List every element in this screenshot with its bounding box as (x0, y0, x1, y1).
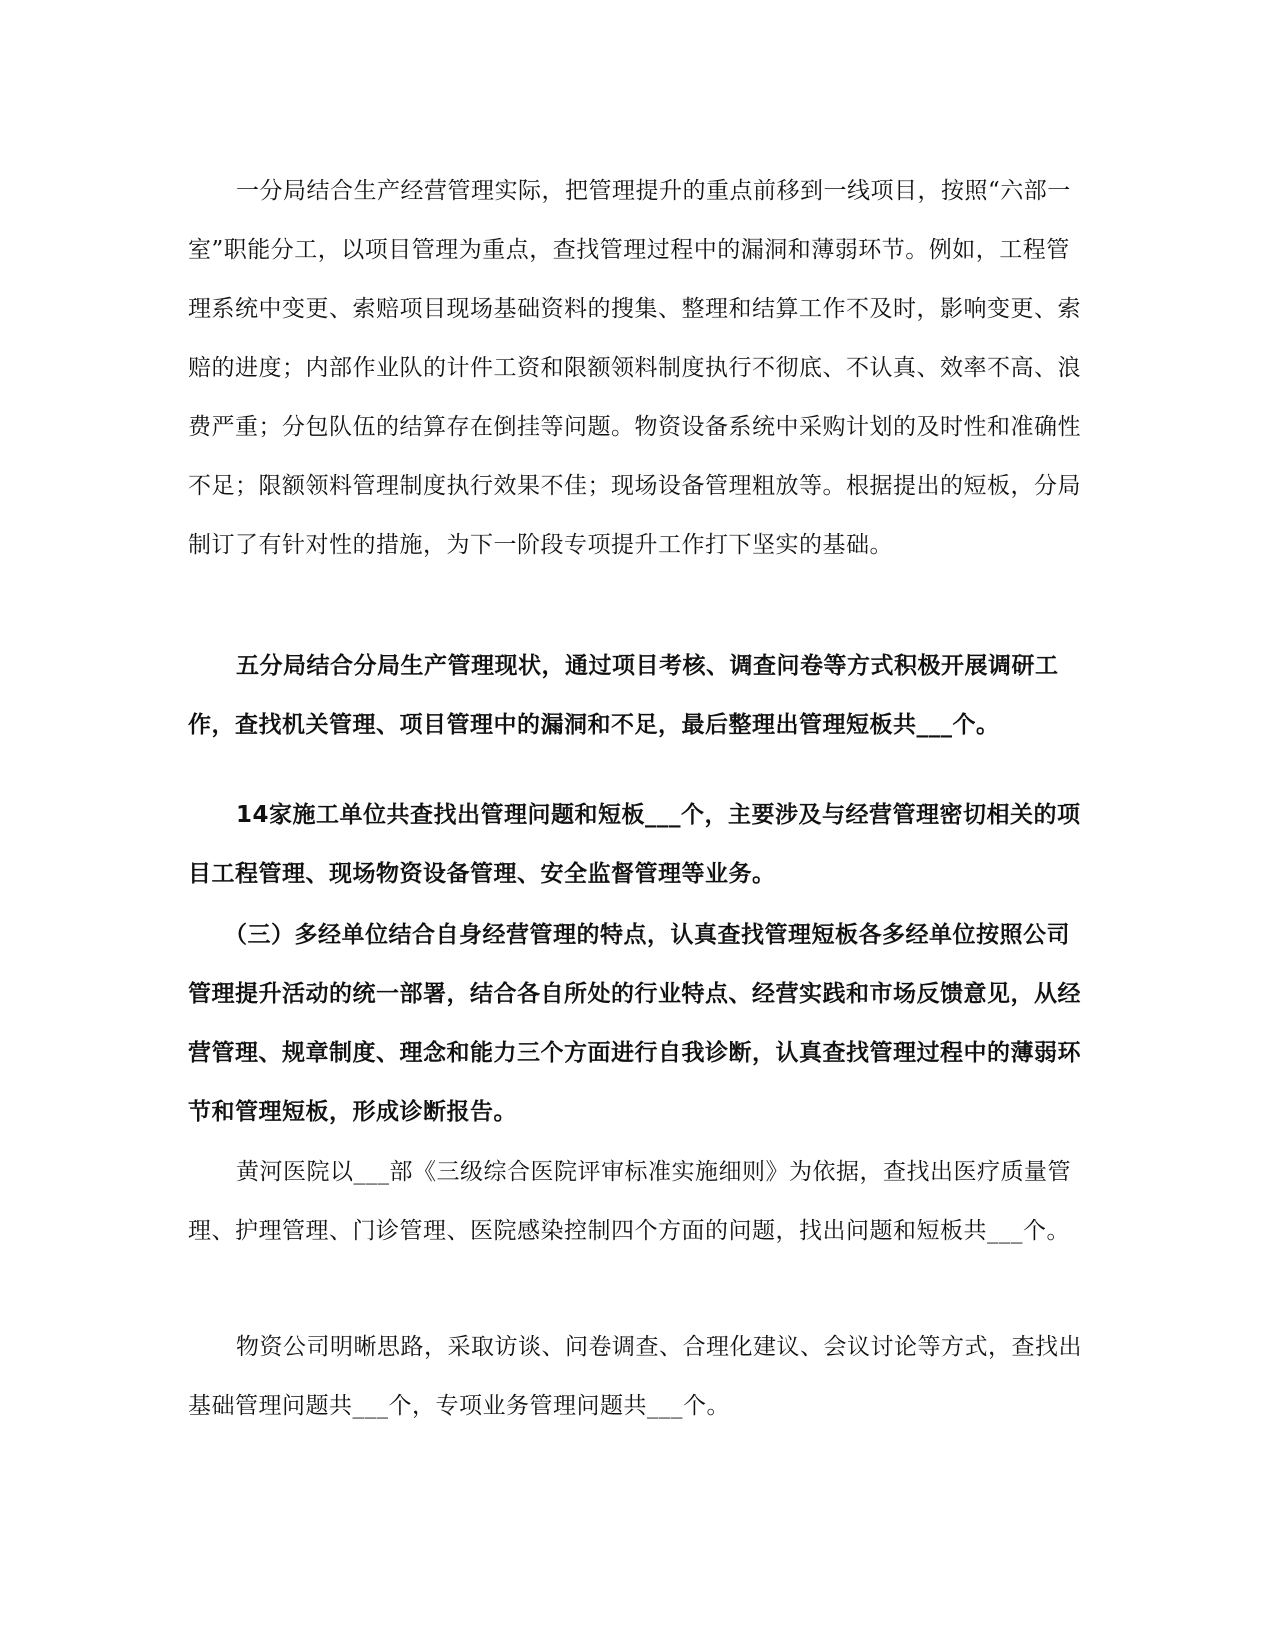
paragraph-yellow-river-hospital: 黄河医院以___部《三级综合医院评审标准实施细则》为依据，查找出医疗质量管理、护理管理、门诊管理、医院感染控制四个方面的问题，找出问题和短板共___个。 (188, 1159, 1071, 1244)
paragraph-first-bureau: 一分局结合生产经营管理实际，把管理提升的重点前移到一线项目，按照“六部一室”职能分工，以项目管理为重点，查找管理过程中的漏洞和薄弱环节。例如，工程管理系统中变更、索赔项目现场基础资料的搜集、整理和结算工作不及时，影响变更、索赔的进度；内部作业队的计件工资和限额领料制度执行不彻底、不认真、效率不高、浪费严重；分包队伍的结算存在倒挂等问题。物资设备系统中采购计划的及时性和准确性不足；限额领料管理制度执行效果不佳；现场设备管理粗放等。根据提出的短板，分局制订了有针对性的措施，为下一阶段专项提升工作打下坚实的基础。 (188, 178, 1081, 558)
paragraph-fifth-bureau: 五分局结合分局生产管理现状，通过项目考核、调查问卷等方式积极开展调研工作，查找机关管理、项目管理中的漏洞和不足，最后整理出管理短板共___个。 (188, 653, 1059, 738)
paragraph-section-three: （三）多经单位结合自身经营管理的特点，认真查找管理短板各多经单位按照公司管理提升活动的统一部署，结合各自所处的行业特点、经营实践和市场反馈意见，从经营管理、规章制度、理念和能力三个方面进行自我诊断，认真查找管理过程中的薄弱环节和管理短板，形成诊断报告。 (188, 922, 1081, 1125)
paragraph-construction-units: 14家施工单位共查找出管理问题和短板___个，主要涉及与经营管理密切相关的项目工程管理、现场物资设备管理、安全监督管理等业务。 (188, 802, 1081, 887)
paragraph-materials-company: 物资公司明晰思路，采取访谈、问卷调查、合理化建议、会议讨论等方式，查找出基础管理问题共___个，专项业务管理问题共___个。 (188, 1334, 1082, 1419)
